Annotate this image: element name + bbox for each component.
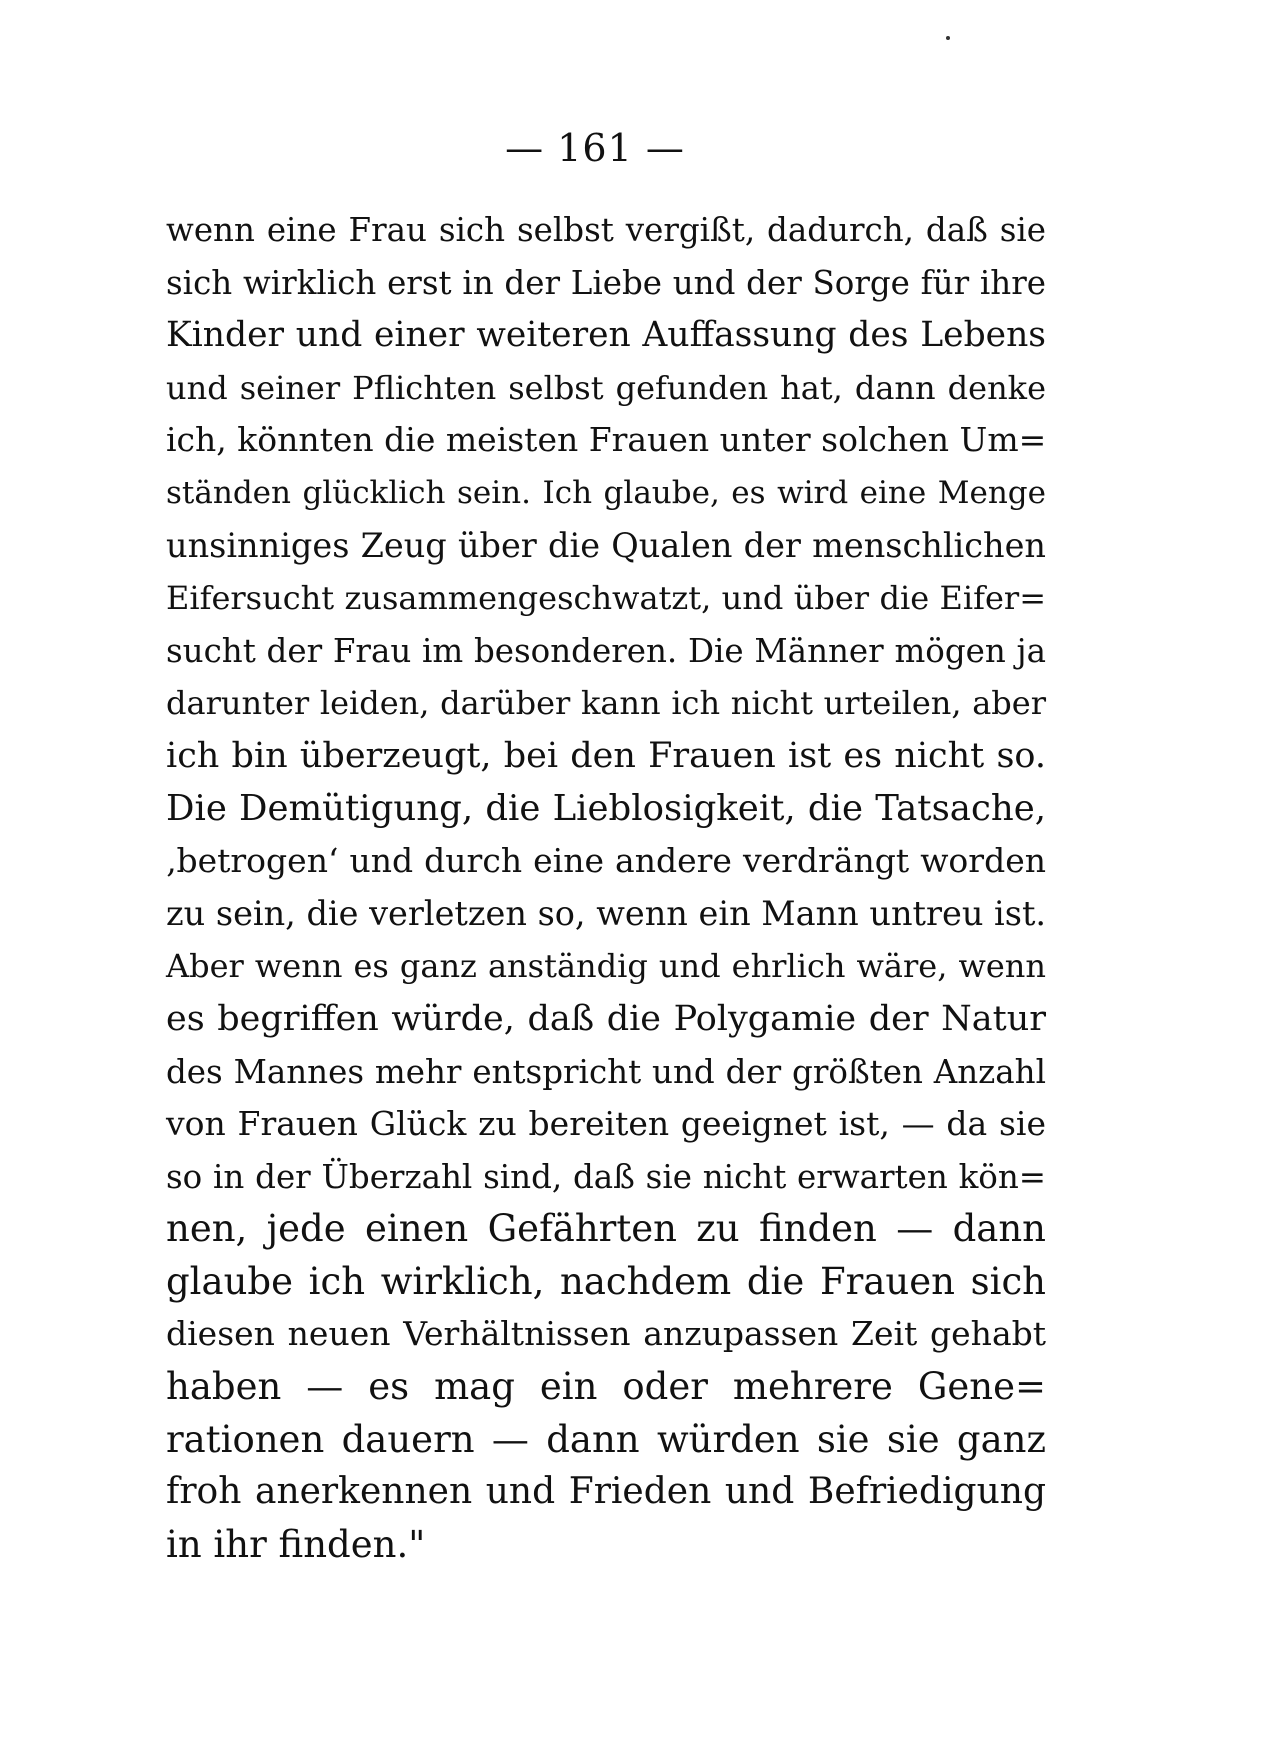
text-line: von Frauen Glück zu bereiten geeignet ist, — da sie (166, 1104, 1046, 1144)
text-line: sich wirklich erst in der Liebe und der Sorge für ihre (166, 263, 1046, 302)
text-line: ständen glücklich sein. Ich glaube, es wird eine Menge (166, 474, 1046, 511)
text-line: nen, jede einen Gefährten zu finden — dann (166, 1207, 1046, 1251)
text-line: froh anerkennen und Frieden und Befriedigung (166, 1471, 1046, 1513)
text-line: sucht der Frau im besonderen. Die Männer mögen ja (166, 631, 1046, 670)
text-line: des Mannes mehr entspricht und der größten Anzahl (166, 1052, 1046, 1091)
text-line: Kinder und einer weiteren Auffassung des Lebens (166, 315, 1046, 356)
text-line: ‚betrogen‘ und durch eine andere verdrängt worden (166, 841, 1046, 881)
text-line: und seiner Pflichten selbst gefunden hat, dann denke (166, 368, 1046, 407)
text-line: so in der Überzahl sind, daß sie nicht erwarten kön= (166, 1157, 1046, 1196)
text-line: rationen dauern — dann würden sie sie ganz (166, 1417, 1046, 1461)
text-line: Aber wenn es ganz anständig und ehrlich wäre, wenn (166, 947, 1046, 986)
body-text (166, 204, 1046, 1571)
text-line: haben — es mag ein oder mehrere Gene= (166, 1365, 1046, 1409)
text-line: diesen neuen Verhältnissen anzupassen Zeit gehabt (166, 1314, 1046, 1354)
text-line: zu sein, die verletzen so, wenn ein Mann untreu ist. (166, 893, 1047, 933)
text-line: Eifersucht zusammengeschwatzt, und über die Eifer= (166, 579, 1046, 618)
text-line: Die Demütigung, die Lieblosigkeit, die Tatsache, (166, 787, 1046, 829)
text-line-last: in ihr finden." (166, 1522, 426, 1566)
page-number: — 161 — (505, 126, 685, 170)
text-line: wenn eine Frau sich selbst vergißt, dadurch, daß sie (166, 211, 1046, 249)
text-line: es begriffen würde, daß die Polygamie der Natur (166, 998, 1046, 1039)
text-line: unsinniges Zeug über die Qualen der menschlichen (166, 525, 1046, 565)
text-line: glaube ich wirklich, nachdem die Frauen sich (166, 1259, 1046, 1303)
text-line: ich, könnten die meisten Frauen unter solchen Um= (166, 420, 1047, 460)
page-speck-mark (946, 36, 950, 40)
text-line: darunter leiden, darüber kann ich nicht urteilen, aber (166, 684, 1046, 723)
text-line: ich bin überzeugt, bei den Frauen ist es nicht so. (166, 735, 1046, 776)
